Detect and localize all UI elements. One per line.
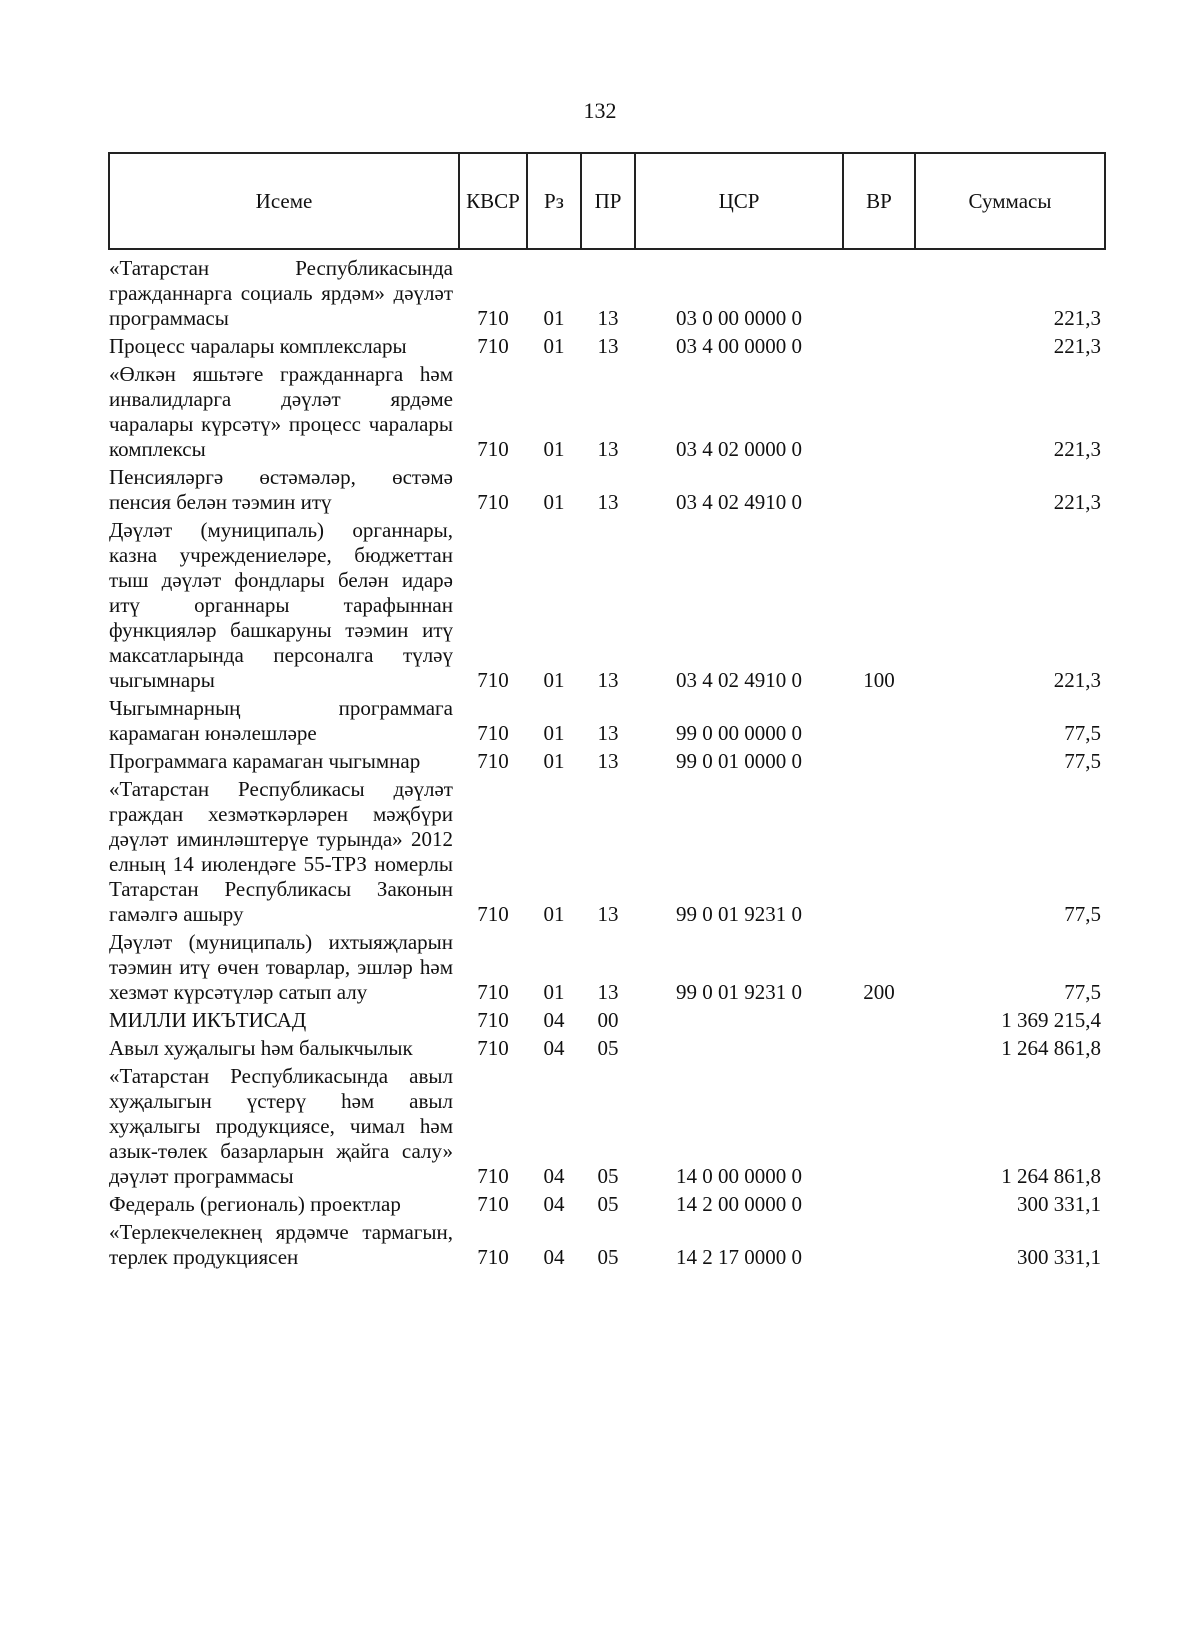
cell-csr: 03 4 02 4910 0 bbox=[676, 490, 802, 514]
cell-sum: 1 264 861,8 bbox=[1001, 1164, 1101, 1188]
cell-vr bbox=[843, 362, 915, 465]
cell-csr: 99 0 01 0000 0 bbox=[676, 749, 802, 773]
cell-rz: 04 bbox=[543, 1164, 565, 1188]
cell-vr: 100 bbox=[863, 668, 895, 692]
cell-name: Процесс чаралары комплекслары bbox=[109, 334, 407, 358]
table-row bbox=[109, 930, 1105, 1008]
cell-name: Пенсияләргә өстәмәләр, өстәмә пенсия белән тәэмин итү bbox=[109, 465, 453, 514]
cell-name: «Өлкән яшьтәге гражданнарга һәм инвалидларга дәүләт ярдәме чаралары күрсәтү» процесс чаралары комплексы bbox=[109, 362, 453, 461]
cell-kvsr: 710 bbox=[477, 749, 509, 773]
table-body bbox=[109, 249, 1105, 1273]
cell-csr: 03 4 02 0000 0 bbox=[676, 437, 802, 461]
cell-rz: 04 bbox=[543, 1245, 565, 1269]
cell-pr: 13 bbox=[597, 668, 619, 692]
cell-sum: 1 369 215,4 bbox=[1001, 1008, 1101, 1032]
cell-vr bbox=[843, 249, 915, 334]
cell-vr: 200 bbox=[863, 980, 895, 1004]
cell-csr: 99 0 00 0000 0 bbox=[676, 721, 802, 745]
cell-name: Федераль (региональ) проектлар bbox=[109, 1192, 401, 1216]
cell-name: «Татарстан Республикасында гражданнарга социаль ярдәм» дәүләт программасы bbox=[109, 256, 453, 330]
header-name: Исеме bbox=[109, 153, 459, 249]
page-number: 132 bbox=[583, 98, 617, 123]
cell-pr: 05 bbox=[597, 1036, 619, 1060]
cell-pr: 13 bbox=[597, 980, 619, 1004]
cell-csr bbox=[635, 1008, 843, 1036]
cell-vr bbox=[843, 1192, 915, 1220]
table-row bbox=[109, 465, 1105, 518]
cell-kvsr: 710 bbox=[477, 1036, 509, 1060]
table-row bbox=[109, 1192, 1105, 1220]
cell-pr: 13 bbox=[597, 306, 619, 330]
cell-vr bbox=[843, 696, 915, 749]
cell-sum: 221,3 bbox=[1053, 334, 1101, 358]
cell-sum: 221,3 bbox=[1053, 437, 1101, 461]
cell-rz: 01 bbox=[543, 334, 565, 358]
cell-rz: 01 bbox=[543, 980, 565, 1004]
cell-kvsr: 710 bbox=[477, 902, 509, 926]
cell-vr bbox=[843, 334, 915, 362]
cell-rz: 01 bbox=[543, 490, 565, 514]
cell-rz: 01 bbox=[543, 749, 565, 773]
table-row bbox=[109, 249, 1105, 334]
cell-csr bbox=[635, 1036, 843, 1064]
cell-kvsr: 710 bbox=[477, 1008, 509, 1032]
cell-csr: 14 0 00 0000 0 bbox=[676, 1164, 802, 1188]
table-row bbox=[109, 1064, 1105, 1192]
cell-sum: 77,5 bbox=[1064, 721, 1101, 745]
cell-rz: 04 bbox=[543, 1036, 565, 1060]
cell-rz: 01 bbox=[543, 668, 565, 692]
table-row bbox=[109, 777, 1105, 930]
cell-vr bbox=[843, 777, 915, 930]
cell-vr bbox=[843, 1036, 915, 1064]
cell-sum: 300 331,1 bbox=[1017, 1245, 1101, 1269]
cell-sum: 77,5 bbox=[1064, 980, 1101, 1004]
cell-kvsr: 710 bbox=[477, 334, 509, 358]
table-row bbox=[109, 1220, 1105, 1273]
table-row bbox=[109, 1008, 1105, 1036]
cell-name: «Татарстан Республикасы дәүләт граждан хезмәткәрләрен мәҗбүри дәүләт иминләштерүе турында» 2012 елның 14 июлендәге 55-ТРЗ номерлы Татарстан Республикасы Законын гамәлгә ашыру bbox=[109, 777, 453, 926]
cell-name: МИЛЛИ ИКЪТИСАД bbox=[109, 1008, 307, 1032]
cell-kvsr: 710 bbox=[477, 437, 509, 461]
cell-rz: 01 bbox=[543, 902, 565, 926]
cell-sum: 77,5 bbox=[1064, 749, 1101, 773]
cell-pr: 13 bbox=[597, 334, 619, 358]
table-row bbox=[109, 334, 1105, 362]
cell-name: Дәүләт (муниципаль) ихтыяҗларын тәэмин итү өчен товарлар, эшләр һәм хезмәт күрсәтүләр сатып алу bbox=[109, 930, 453, 1004]
cell-sum: 221,3 bbox=[1053, 490, 1101, 514]
cell-kvsr: 710 bbox=[477, 1245, 509, 1269]
cell-pr: 05 bbox=[597, 1245, 619, 1269]
cell-vr bbox=[843, 1220, 915, 1273]
header-vr: ВР bbox=[843, 153, 915, 249]
table-header bbox=[109, 153, 1105, 249]
cell-kvsr: 710 bbox=[477, 1192, 509, 1216]
cell-kvsr: 710 bbox=[477, 306, 509, 330]
cell-sum: 221,3 bbox=[1053, 306, 1101, 330]
header-csr: ЦСР bbox=[635, 153, 843, 249]
cell-rz: 01 bbox=[543, 721, 565, 745]
cell-rz: 01 bbox=[543, 306, 565, 330]
cell-csr: 03 4 02 4910 0 bbox=[676, 668, 802, 692]
cell-kvsr: 710 bbox=[477, 721, 509, 745]
cell-vr bbox=[843, 1064, 915, 1192]
table-row bbox=[109, 696, 1105, 749]
cell-pr: 13 bbox=[597, 902, 619, 926]
cell-csr: 99 0 01 9231 0 bbox=[676, 902, 802, 926]
cell-pr: 05 bbox=[597, 1192, 619, 1216]
cell-kvsr: 710 bbox=[477, 668, 509, 692]
cell-csr: 03 4 00 0000 0 bbox=[676, 334, 802, 358]
cell-pr: 13 bbox=[597, 749, 619, 773]
cell-name: Программага карамаган чыгымнар bbox=[109, 749, 421, 773]
cell-vr bbox=[843, 749, 915, 777]
cell-kvsr: 710 bbox=[477, 980, 509, 1004]
cell-csr: 03 0 00 0000 0 bbox=[676, 306, 802, 330]
cell-kvsr: 710 bbox=[477, 490, 509, 514]
budget-table bbox=[108, 152, 1106, 1273]
cell-sum: 1 264 861,8 bbox=[1001, 1036, 1101, 1060]
cell-vr bbox=[843, 1008, 915, 1036]
cell-name: «Терлекчелекнең ярдәмче тармагын, терлек продукциясен bbox=[109, 1220, 453, 1269]
cell-name: «Татарстан Республикасында авыл хуҗалыгын үстерү һәм авыл хуҗалыгы продукциясе, чимал һәм азык-төлек базарларын җайга салу» дәүләт программасы bbox=[109, 1064, 453, 1188]
table-row bbox=[109, 1036, 1105, 1064]
cell-name: Авыл хуҗалыгы һәм балыкчылык bbox=[109, 1036, 413, 1060]
header-rz: Рз bbox=[527, 153, 581, 249]
cell-csr: 14 2 00 0000 0 bbox=[676, 1192, 802, 1216]
cell-sum: 221,3 bbox=[1053, 668, 1101, 692]
cell-vr bbox=[843, 465, 915, 518]
cell-rz: 04 bbox=[543, 1008, 565, 1032]
cell-pr: 05 bbox=[597, 1164, 619, 1188]
cell-csr: 14 2 17 0000 0 bbox=[676, 1245, 802, 1269]
table-row bbox=[109, 518, 1105, 696]
table-row bbox=[109, 749, 1105, 777]
cell-csr: 99 0 01 9231 0 bbox=[676, 980, 802, 1004]
cell-rz: 01 bbox=[543, 437, 565, 461]
cell-pr: 13 bbox=[597, 490, 619, 514]
cell-pr: 13 bbox=[597, 437, 619, 461]
header-sum: Суммасы bbox=[915, 153, 1105, 249]
cell-rz: 04 bbox=[543, 1192, 565, 1216]
header-kvsr: КВСР bbox=[459, 153, 527, 249]
header-pr: ПР bbox=[581, 153, 635, 249]
cell-pr: 13 bbox=[597, 721, 619, 745]
cell-name: Дәүләт (муниципаль) органнары, казна учреждениеләре, бюджеттан тыш дәүләт фондлары белән идарә итү органнары тарафыннан функцияләр башкаруны тәэмин итү максатларында персоналга түләү чыгымнары bbox=[109, 518, 453, 692]
header-row bbox=[109, 153, 1105, 249]
cell-pr: 00 bbox=[597, 1008, 619, 1032]
cell-sum: 300 331,1 bbox=[1017, 1192, 1101, 1216]
cell-kvsr: 710 bbox=[477, 1164, 509, 1188]
table-row bbox=[109, 362, 1105, 465]
cell-sum: 77,5 bbox=[1064, 902, 1101, 926]
cell-name: Чыгымнарның программага карамаган юнәлешләре bbox=[109, 696, 453, 745]
